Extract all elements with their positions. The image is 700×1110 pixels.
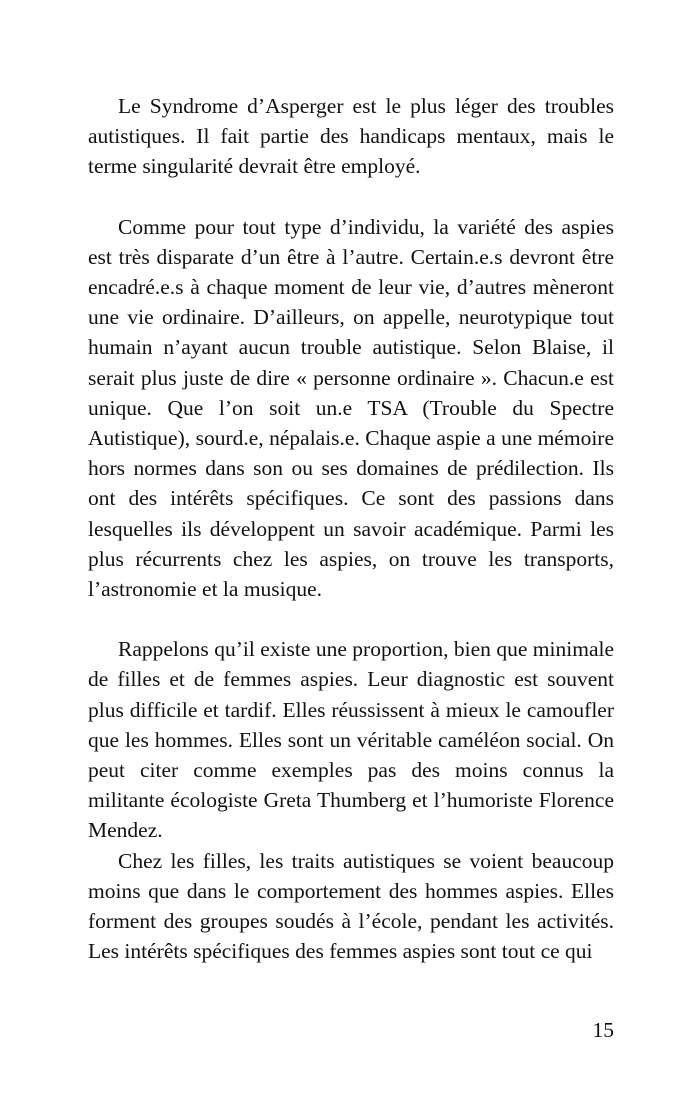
paragraph-1: Le Syndrome d’Asperger est le plus léger des troubles autistiques. Il fait partie des handicaps mentaux, mais le terme singularité devrait être employé. — [88, 94, 614, 179]
page-number: 15 — [592, 1018, 614, 1042]
paragraph-3: Rappelons qu’il existe une proportion, bien que minimale de filles et de femmes aspies. Leur diagnostic est souvent plus difficile et tardif. Elles réussissent à mieux le camoufler que les hommes. Elles sont un véritable caméléon social. On peut citer comme exemples pas des moins connus la militante écologiste Greta Thumberg et l’humoriste Florence Mendez. — [88, 637, 614, 843]
page-body — [88, 91, 614, 966]
paragraph-2: Comme pour tout type d’individu, la variété des aspies est très disparate d’un être à l’autre. Certain.e.s devront être encadré.e.s à chaque moment de leur vie, d’autres mèneront une vie ordinaire. D’ailleurs, on appelle, neurotypique tout humain n’ayant aucun trouble autistique. Selon Blaise, il serait plus juste de dire « personne ordinaire ». Chacun.e est unique. Que l’on soit un.e TSA (Trouble du Spectre Autistique), sourd.e, népalais.e. Chaque aspie a une mémoire hors normes dans son ou ses domaines de prédilection. Ils ont des intérêts spécifiques. Ce sont des passions dans lesquelles ils développent un savoir académique. Parmi les plus récurrents chez les aspies, on trouve les transports, l’astronomie et la musique. — [88, 214, 614, 602]
paragraph-4: Chez les filles, les traits autistiques se voient beaucoup moins que dans le comportement des hommes aspies. Elles forment des groupes soudés à l’école, pendant les activités. Les intérêts spécifiques des femmes aspies sont tout ce qui — [88, 848, 614, 964]
